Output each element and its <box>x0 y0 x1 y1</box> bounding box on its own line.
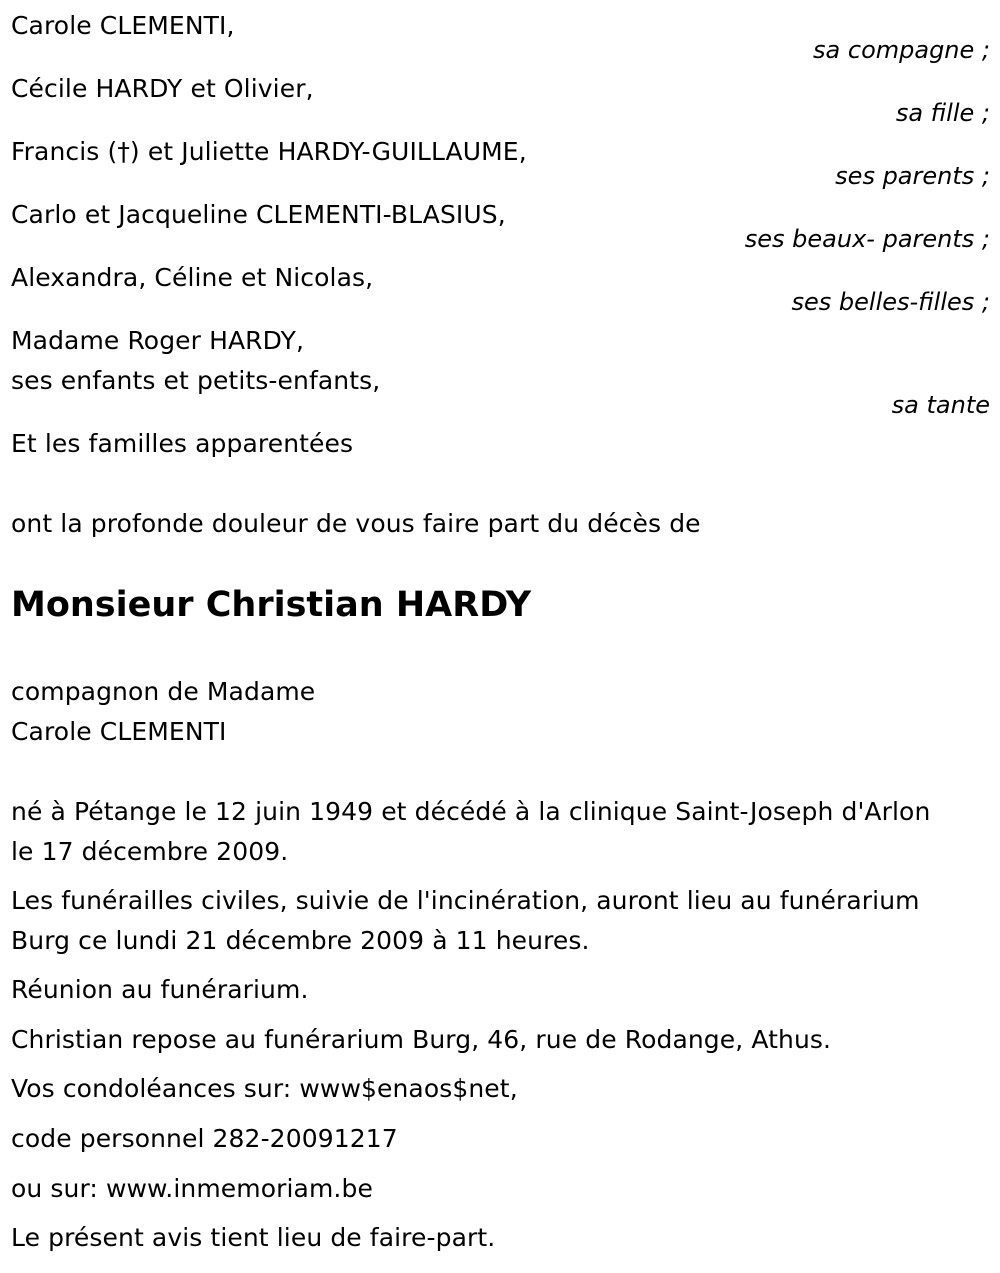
family-name-3: Francis (†) et Juliette HARDY-GUILLAUME, <box>11 137 527 166</box>
families-line: Et les familles apparentées <box>11 429 354 458</box>
rests-line: Christian repose au funérarium Burg, 46, rue de Rodange, Athus. <box>11 1025 832 1054</box>
companion-line-1: compagnon de Madame <box>11 677 316 706</box>
family-name-1: Carole CLEMENTI, <box>11 11 235 40</box>
funeral-line-2: Burg ce lundi 21 décembre 2009 à 11 heures. <box>11 926 590 955</box>
companion-line-2: Carole CLEMENTI <box>11 717 227 746</box>
birth-death-line-2: le 17 décembre 2009. <box>11 837 289 866</box>
family-relation-6: sa tante <box>891 391 990 419</box>
announcement: ont la profonde douleur de vous faire part du décès de <box>11 509 701 538</box>
family-name-5: Alexandra, Céline et Nicolas, <box>11 263 374 292</box>
family-name-6-line2: ses enfants et petits-enfants, <box>11 366 381 395</box>
inmemoriam-line: ou sur: www.inmemoriam.be <box>11 1174 373 1203</box>
birth-death-line-1: né à Pétange le 12 juin 1949 et décédé à la clinique Saint-Joseph d'Arlon <box>11 797 931 826</box>
family-relation-5: ses belles-filles ; <box>791 288 990 316</box>
family-name-4: Carlo et Jacqueline CLEMENTI-BLASIUS, <box>11 200 506 229</box>
meeting-line: Réunion au funérarium. <box>11 975 309 1004</box>
funeral-line-1: Les funérailles civiles, suivie de l'incinération, auront lieu au funérarium <box>11 886 920 915</box>
family-relation-2: sa fille ; <box>895 99 990 127</box>
deceased-name: Monsieur Christian HARDY <box>11 585 532 625</box>
condolences-line: Vos condoléances sur: www$enaos$net, <box>11 1074 518 1103</box>
family-relation-1: sa compagne ; <box>813 36 990 64</box>
closing-line: Le présent avis tient lieu de faire-part. <box>11 1223 496 1252</box>
family-name-6: Madame Roger HARDY, <box>11 326 305 355</box>
code-line: code personnel 282-20091217 <box>11 1124 398 1153</box>
family-relation-4: ses beaux- parents ; <box>744 225 990 253</box>
family-relation-3: ses parents ; <box>835 162 990 190</box>
family-name-2: Cécile HARDY et Olivier, <box>11 74 314 103</box>
